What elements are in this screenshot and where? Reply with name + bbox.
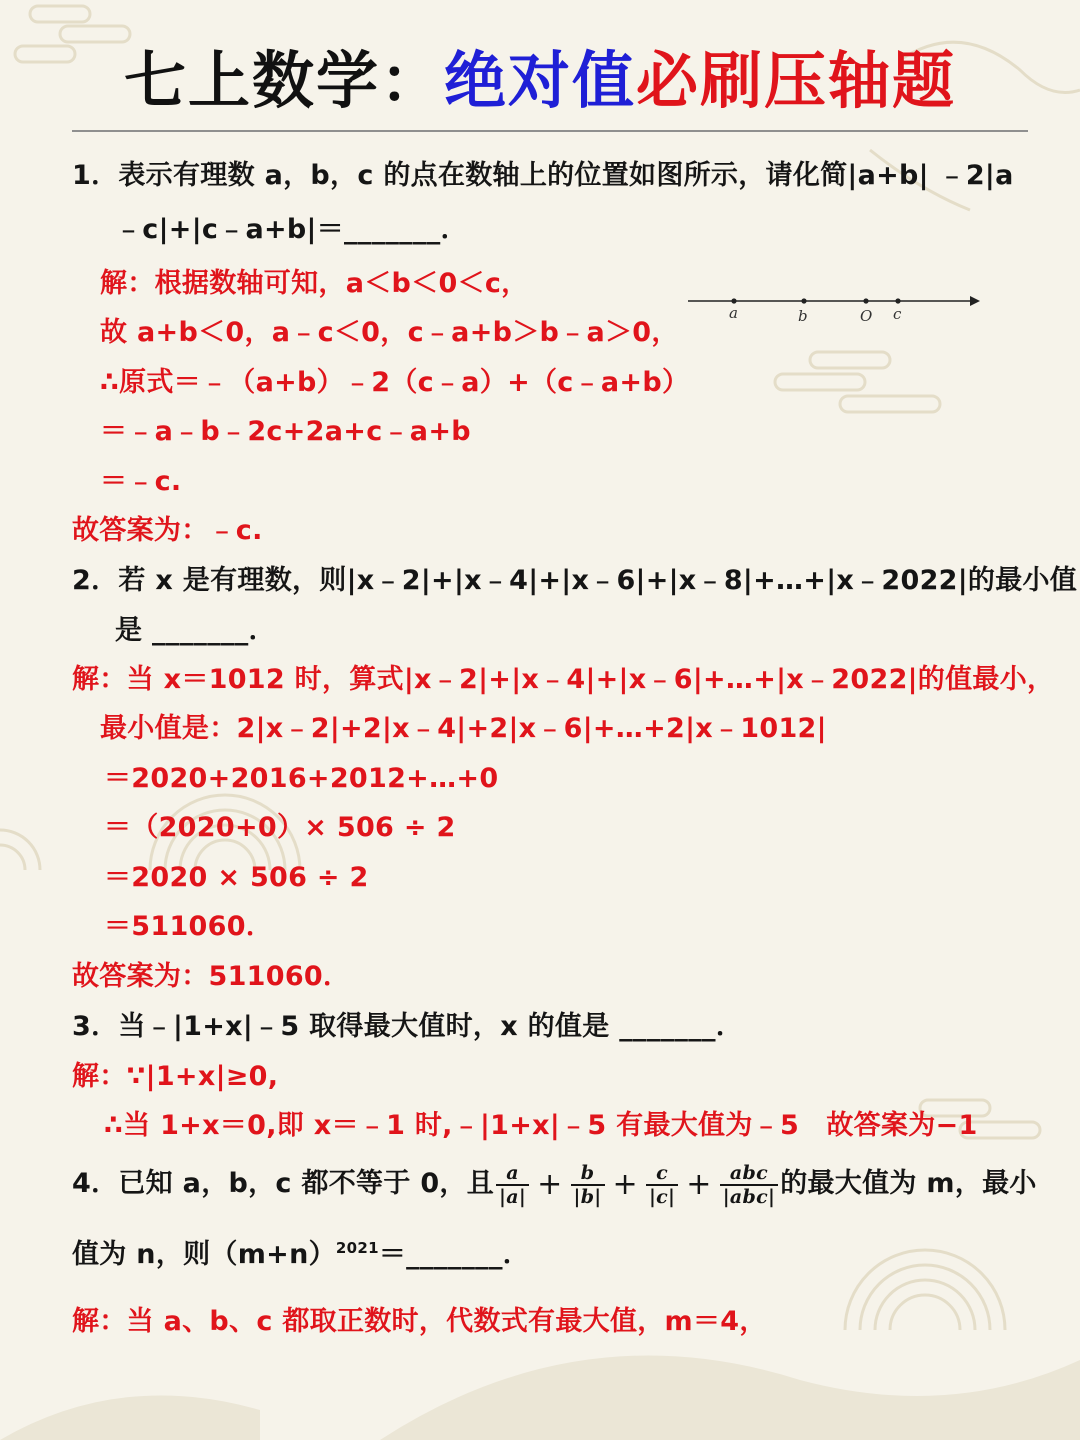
q2-solution-line-1: 解：当 x＝1012 时，算式|x﹣2|+|x﹣4|+|x﹣6|+…+|x﹣2022|的值最小， xyxy=(72,664,1055,695)
q4-line-2 xyxy=(72,1228,530,1275)
plus-sign: + xyxy=(537,1166,563,1202)
q2-solution-line-2: 最小值是：2|x﹣2|+2|x﹣4|+2|x﹣6|+…+2|x﹣1012| xyxy=(100,713,827,744)
page-title xyxy=(0,38,1080,124)
label-a: a xyxy=(729,304,738,322)
q2-solution-line-3: ＝2020+2016+2012+…+0 xyxy=(104,763,499,794)
title-divider xyxy=(72,130,1028,132)
fraction-abc-denominator: |abc| xyxy=(722,1185,776,1208)
fraction-c-denominator: |c| xyxy=(648,1185,676,1208)
number-line-diagram xyxy=(686,286,982,326)
title-part-3: 必刷压轴题 xyxy=(636,44,957,117)
q3-solution-line-1: 解：∵|1+x|≥0, xyxy=(72,1061,279,1092)
fraction-a xyxy=(496,1162,529,1208)
point-o xyxy=(863,298,868,303)
fraction-abc-numerator: abc xyxy=(720,1162,779,1186)
q3-line-1: 3．当﹣|1+x|﹣5 取得最大值时，x 的值是 _______． xyxy=(72,1011,744,1042)
plus-sign: + xyxy=(612,1166,638,1202)
fraction-c xyxy=(646,1162,678,1208)
fraction-a-denominator: |a| xyxy=(499,1185,527,1208)
fraction-b xyxy=(571,1162,605,1208)
q1-line-1: 1．表示有理数 a，b，c 的点在数轴上的位置如图所示，请化简|a+b| ﹣2|a xyxy=(72,160,1014,191)
title-part-1: 七上数学： xyxy=(123,44,444,117)
q4-solution-line-1: 解：当 a、b、c 都取正数时，代数式有最大值，m＝4， xyxy=(72,1306,767,1337)
plus-sign: + xyxy=(686,1166,712,1202)
fraction-abc xyxy=(720,1162,779,1208)
fraction-b-denominator: |b| xyxy=(573,1185,602,1208)
q4-line-2a: 值为 n，则（m+n） xyxy=(72,1239,336,1270)
point-b xyxy=(801,298,806,303)
point-a xyxy=(731,298,736,303)
title-part-2: 绝对值 xyxy=(443,44,636,117)
q4-exponent: 2021 xyxy=(335,1239,379,1257)
label-c: c xyxy=(893,305,902,323)
q1-solution-line-5: ＝﹣c. xyxy=(100,466,182,497)
number-line-arrow xyxy=(970,296,980,306)
q1-solution-line-1: 解：根据数轴可知，a＜b＜0＜c， xyxy=(100,268,529,299)
q1-solution-line-2: 故 a+b＜0，a﹣c＜0，c﹣a+b＞b﹣a＞0， xyxy=(100,317,679,348)
q4-line-1 xyxy=(72,1156,1037,1213)
q4-line-2b: ＝_______． xyxy=(378,1239,531,1270)
q1-answer: 故答案为：﹣c. xyxy=(72,515,263,546)
q1-line-2: ﹣c|+|c﹣a+b|＝_______． xyxy=(115,214,468,245)
q2-solution-line-6: ＝511060． xyxy=(104,911,274,942)
label-b: b xyxy=(798,307,808,325)
q3-solution-line-2: ∴当 1+x＝0,即 x＝﹣1 时,﹣|1+x|﹣5 有最大值为﹣5 故答案为−1 xyxy=(104,1110,978,1141)
q2-solution-line-4: ＝（2020+0）× 506 ÷ 2 xyxy=(104,812,456,843)
q1-solution-line-4: ＝﹣a﹣b﹣2c+2a+c﹣a+b xyxy=(100,416,471,447)
q2-line-1: 2．若 x 是有理数，则|x﹣2|+|x﹣4|+|x﹣6|+|x﹣8|+…+|x﹣2022|的最小值 xyxy=(72,565,1078,596)
fraction-c-numerator: c xyxy=(646,1162,678,1186)
q4-suffix: 的最大值为 m，最小 xyxy=(780,1168,1037,1199)
point-c xyxy=(895,298,900,303)
q4-prefix: 4．已知 a，b，c 都不等于 0，且 xyxy=(72,1168,495,1199)
q2-line-2: 是 _______． xyxy=(115,615,276,646)
fraction-b-numerator: b xyxy=(571,1162,605,1186)
q1-solution-line-3: ∴原式＝﹣（a+b）﹣2（c﹣a）+（c﹣a+b） xyxy=(100,367,690,398)
q2-solution-line-5: ＝2020 × 506 ÷ 2 xyxy=(104,862,369,893)
label-o: O xyxy=(860,307,873,325)
fraction-a-numerator: a xyxy=(496,1162,529,1186)
q2-answer: 故答案为：511060． xyxy=(72,961,351,992)
